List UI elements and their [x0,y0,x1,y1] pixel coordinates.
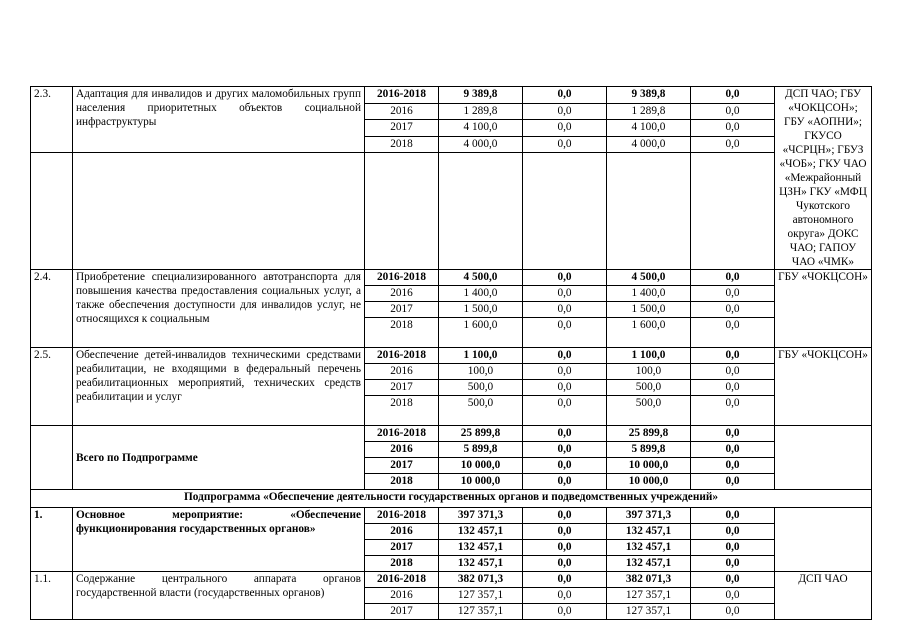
federal-cell: 0,0 [523,136,607,153]
section-header-row [31,490,872,508]
regional-cell: 500,0 [607,380,691,396]
federal-cell: 0,0 [523,572,607,588]
total-cell: 132 457,1 [439,556,523,572]
year-cell: 2016-2018 [365,348,439,364]
section-title: Подпрограмма «Обеспечение деятельности государственных органов и подведомственных учреждений» [31,490,872,508]
total-cell: 397 371,3 [439,508,523,524]
federal-cell: 0,0 [523,87,607,104]
row-number: 2.5. [31,348,73,426]
event-name: Приобретение специализированного автотранспорта для повышения качества предоставления социальных услуг, а также обеспечения доступности для инвалидов услуг, не относящихся к социальным [73,270,365,348]
event-name: Основное мероприятие: «Обеспечение функционирования государственных органов» [73,508,365,572]
other-cell: 0,0 [691,286,775,302]
empty-cell [31,426,73,490]
regional-cell: 10 000,0 [607,458,691,474]
regional-cell: 1 600,0 [607,318,691,348]
year-cell: 2017 [365,540,439,556]
total-cell: 1 100,0 [439,348,523,364]
empty-cell [439,153,523,270]
year-cell: 2016 [365,286,439,302]
empty-cell [607,153,691,270]
year-cell: 2016-2018 [365,270,439,286]
year-cell: 2016-2018 [365,87,439,104]
other-cell: 0,0 [691,588,775,604]
regional-cell: 9 389,8 [607,87,691,104]
federal-cell: 0,0 [523,556,607,572]
year-cell: 2018 [365,396,439,426]
other-cell: 0,0 [691,136,775,153]
total-cell: 500,0 [439,396,523,426]
year-cell: 2017 [365,458,439,474]
federal-cell: 0,0 [523,120,607,137]
executor-cell: ДСП ЧАО [775,572,872,620]
executor-cell [775,508,872,572]
year-cell: 2018 [365,318,439,348]
federal-cell: 0,0 [523,318,607,348]
federal-cell: 0,0 [523,588,607,604]
total-cell: 382 071,3 [439,572,523,588]
federal-cell: 0,0 [523,380,607,396]
year-cell: 2017 [365,604,439,620]
total-cell: 5 899,8 [439,442,523,458]
other-cell: 0,0 [691,572,775,588]
total-cell: 1 600,0 [439,318,523,348]
total-cell: 132 457,1 [439,540,523,556]
table-row [31,348,872,364]
budget-table [30,86,872,620]
other-cell: 0,0 [691,364,775,380]
regional-cell: 4 100,0 [607,120,691,137]
other-cell: 0,0 [691,270,775,286]
regional-cell: 127 357,1 [607,604,691,620]
year-cell: 2017 [365,380,439,396]
subtotal-label: Всего по Подпрограмме [73,426,365,490]
executor-cell: ГБУ «ЧОКЦСОН» [775,270,872,348]
executor-cell: ГБУ «ЧОКЦСОН» [775,348,872,426]
row-number: 1. [31,508,73,572]
federal-cell: 0,0 [523,270,607,286]
table-row-spacer [31,153,872,270]
regional-cell: 397 371,3 [607,508,691,524]
other-cell: 0,0 [691,556,775,572]
regional-cell: 25 899,8 [607,426,691,442]
empty-cell [365,153,439,270]
year-cell: 2018 [365,556,439,572]
federal-cell: 0,0 [523,302,607,318]
other-cell: 0,0 [691,348,775,364]
empty-cell [73,153,365,270]
total-cell: 1 400,0 [439,286,523,302]
event-name: Обеспечение детей-инвалидов техническими средствами реабилитации, не входящими в федеральный перечень реабилитационных мероприятий, технических средств реабилитации и услуг [73,348,365,426]
year-cell: 2018 [365,136,439,153]
federal-cell: 0,0 [523,426,607,442]
federal-cell: 0,0 [523,364,607,380]
total-cell: 4 100,0 [439,120,523,137]
federal-cell: 0,0 [523,396,607,426]
total-cell: 132 457,1 [439,524,523,540]
table-row [31,572,872,588]
year-cell: 2016 [365,364,439,380]
total-cell: 1 500,0 [439,302,523,318]
total-cell: 127 357,1 [439,588,523,604]
other-cell: 0,0 [691,380,775,396]
federal-cell: 0,0 [523,442,607,458]
regional-cell: 132 457,1 [607,524,691,540]
other-cell: 0,0 [691,474,775,490]
federal-cell: 0,0 [523,508,607,524]
total-cell: 25 899,8 [439,426,523,442]
federal-cell: 0,0 [523,540,607,556]
total-cell: 1 289,8 [439,103,523,120]
year-cell: 2016 [365,442,439,458]
other-cell: 0,0 [691,396,775,426]
total-cell: 10 000,0 [439,474,523,490]
regional-cell: 132 457,1 [607,556,691,572]
total-cell: 9 389,8 [439,87,523,104]
year-cell: 2018 [365,474,439,490]
table-row [31,270,872,286]
other-cell: 0,0 [691,604,775,620]
regional-cell: 500,0 [607,396,691,426]
federal-cell: 0,0 [523,524,607,540]
year-cell: 2016 [365,103,439,120]
total-cell: 500,0 [439,380,523,396]
federal-cell: 0,0 [523,286,607,302]
other-cell: 0,0 [691,508,775,524]
empty-cell [523,153,607,270]
row-number: 2.3. [31,87,73,153]
regional-cell: 1 400,0 [607,286,691,302]
other-cell: 0,0 [691,103,775,120]
empty-cell [691,153,775,270]
regional-cell: 4 000,0 [607,136,691,153]
regional-cell: 10 000,0 [607,474,691,490]
total-cell: 127 357,1 [439,604,523,620]
year-cell: 2017 [365,302,439,318]
regional-cell: 5 899,8 [607,442,691,458]
federal-cell: 0,0 [523,604,607,620]
year-cell: 2017 [365,120,439,137]
row-number: 2.4. [31,270,73,348]
regional-cell: 1 500,0 [607,302,691,318]
event-name: Адаптация для инвалидов и других маломобильных групп населения приоритетных объектов социальной инфраструктуры [73,87,365,153]
subtotal-row [31,426,872,442]
regional-cell: 4 500,0 [607,270,691,286]
regional-cell: 132 457,1 [607,540,691,556]
other-cell: 0,0 [691,120,775,137]
regional-cell: 1 289,8 [607,103,691,120]
regional-cell: 100,0 [607,364,691,380]
other-cell: 0,0 [691,318,775,348]
year-cell: 2016-2018 [365,508,439,524]
federal-cell: 0,0 [523,458,607,474]
other-cell: 0,0 [691,540,775,556]
year-cell: 2016 [365,588,439,604]
total-cell: 4 000,0 [439,136,523,153]
other-cell: 0,0 [691,458,775,474]
federal-cell: 0,0 [523,348,607,364]
year-cell: 2016-2018 [365,572,439,588]
table-row [31,508,872,524]
empty-cell [775,426,872,490]
regional-cell: 127 357,1 [607,588,691,604]
other-cell: 0,0 [691,87,775,104]
year-cell: 2016 [365,524,439,540]
total-cell: 4 500,0 [439,270,523,286]
total-cell: 10 000,0 [439,458,523,474]
federal-cell: 0,0 [523,103,607,120]
federal-cell: 0,0 [523,474,607,490]
executor-cell: ДСП ЧАО; ГБУ «ЧОКЦСОН»; ГБУ «АОПНИ»; ГКУСО «ЧСРЦН»; ГБУЗ «ЧОБ»; ГКУ ЧАО «Межрайонный ЦЗН» ГКУ «МФЦ Чукотского автономного округа» ДОКС ЧАО; ГАПОУ ЧАО «ЧМК» [775,87,872,270]
regional-cell: 1 100,0 [607,348,691,364]
table-row [31,87,872,104]
event-name: Содержание центрального аппарата органов государственной власти (государственных органов) [73,572,365,620]
total-cell: 100,0 [439,364,523,380]
other-cell: 0,0 [691,302,775,318]
empty-cell [31,153,73,270]
regional-cell: 382 071,3 [607,572,691,588]
other-cell: 0,0 [691,524,775,540]
other-cell: 0,0 [691,442,775,458]
other-cell: 0,0 [691,426,775,442]
row-number: 1.1. [31,572,73,620]
year-cell: 2016-2018 [365,426,439,442]
